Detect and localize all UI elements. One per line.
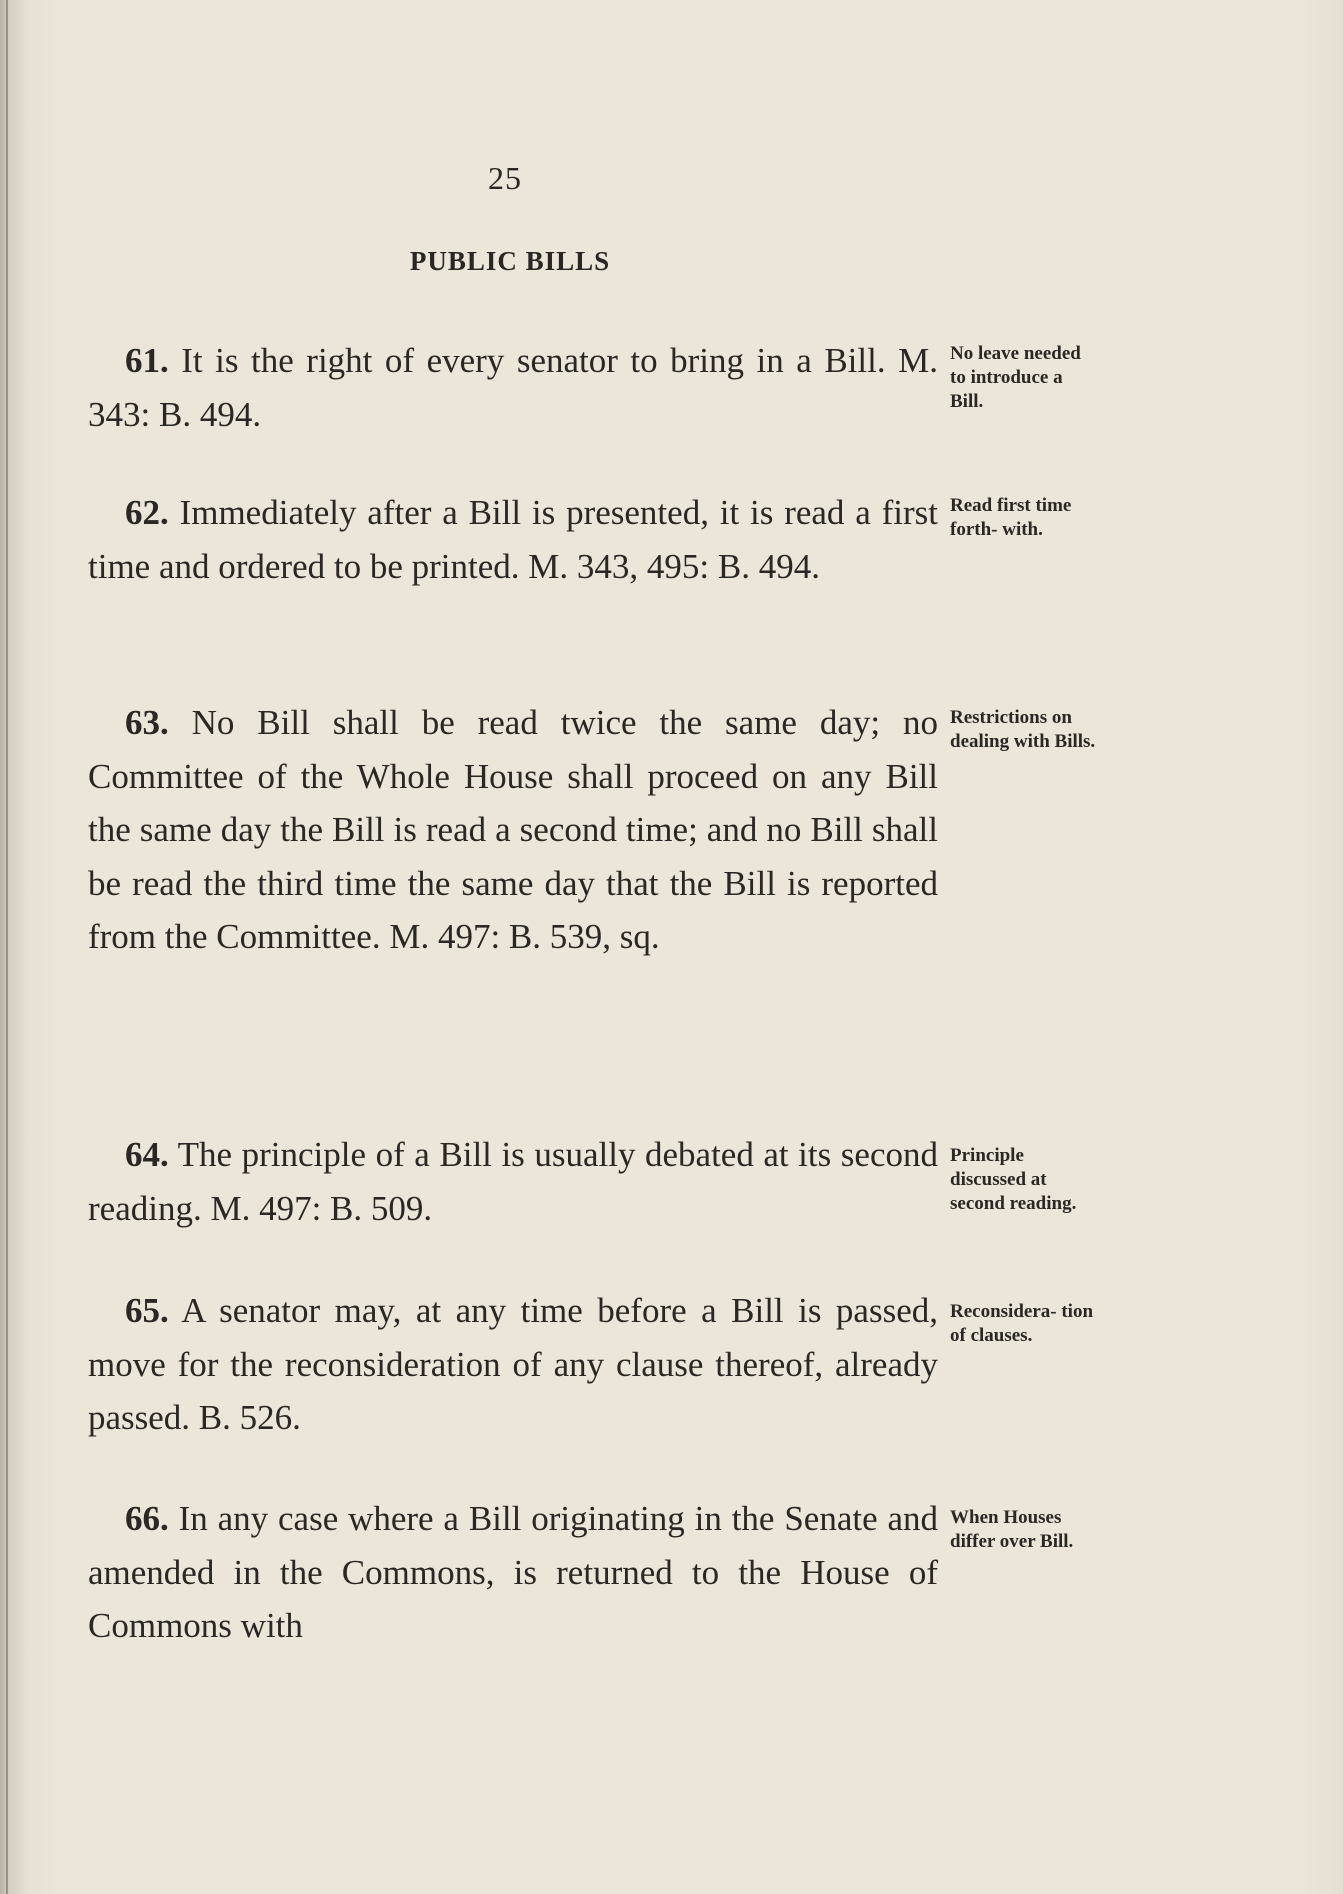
rule-text: The principle of a Bill is usually debated at its second reading. M. 497: B. 509. (88, 1135, 938, 1228)
rule-66 (88, 1492, 938, 1653)
side-note-64: Principle discussed at second reading. (950, 1145, 1077, 1214)
rule-number: 66. (125, 1499, 169, 1538)
rule-number: 65. (125, 1291, 169, 1330)
rule-text: It is the right of every senator to bring in a Bill. M. 343: B. 494. (88, 341, 938, 434)
page-gutter-shadow (6, 0, 8, 1894)
rule-number: 62. (125, 493, 169, 532)
rule-number: 63. (125, 703, 169, 742)
side-note-62: Read first time forth- with. (950, 495, 1072, 540)
rule-text: In any case where a Bill originating in the Senate and amended in the Commons, is returned to the House of Commons with (88, 1499, 938, 1645)
side-note-61: No leave needed to introduce a Bill. (950, 343, 1081, 412)
side-note-63: Restrictions on dealing with Bills. (950, 707, 1096, 752)
rule-65 (88, 1284, 938, 1445)
rule-number: 61. (125, 341, 169, 380)
rule-64 (88, 1128, 938, 1235)
rule-text: Immediately after a Bill is presented, it is read a first time and ordered to be printed. M. 343, 495: B. 494. (88, 493, 938, 586)
side-note-65: Reconsidera- tion of clauses. (950, 1301, 1094, 1346)
page-number: 25 (488, 160, 522, 196)
side-note-66: When Houses differ over Bill. (950, 1507, 1074, 1552)
rule-text: No Bill shall be read twice the same day; no Committee of the Whole House shall proceed on any Bill the same day the Bill is read a second time; and no Bill shall be read the third time the same day that the Bill is reported from the Committee. M. 497: B. 539, sq. (88, 703, 938, 956)
rule-62 (88, 486, 938, 593)
rule-61 (88, 334, 938, 441)
rule-number: 64. (125, 1135, 169, 1174)
rule-63 (88, 696, 938, 964)
rule-text: A senator may, at any time before a Bill is passed, move for the reconsideration of any clause thereof, already passed. B. 526. (88, 1291, 938, 1437)
running-head: PUBLIC BILLS (409, 246, 611, 276)
